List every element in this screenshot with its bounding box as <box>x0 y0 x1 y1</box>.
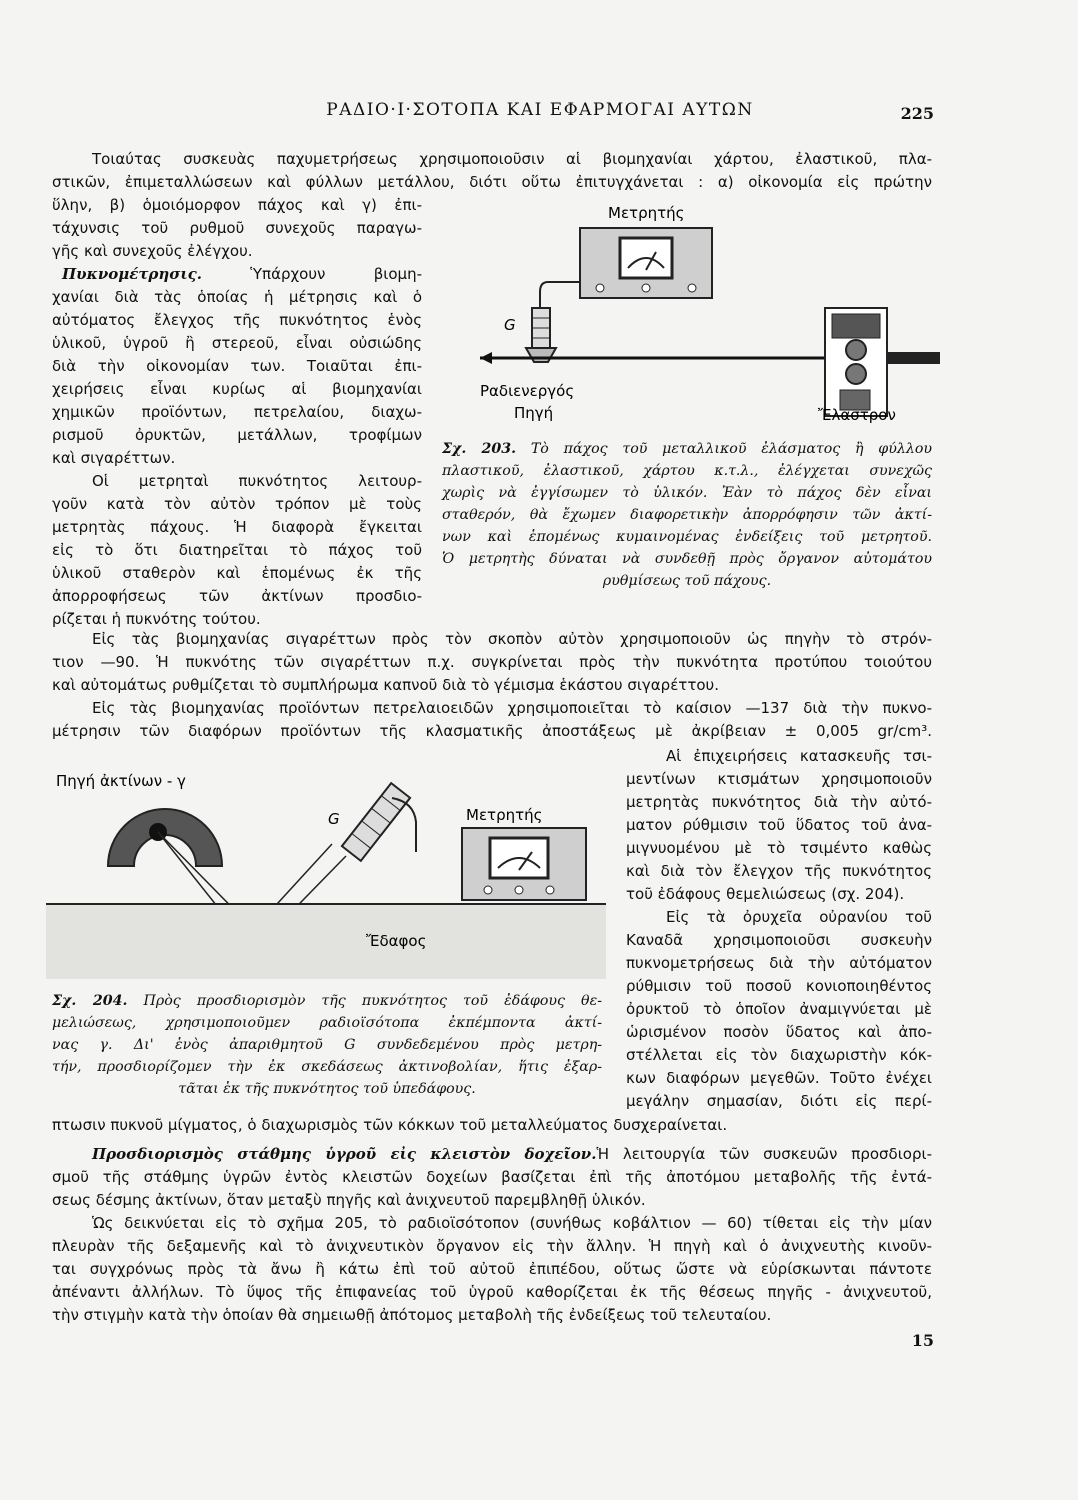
text-line: πτωσιν πυκνοῦ μίγματος, ὁ διαχωρισμὸς τῶν κόκκων τοῦ μεταλλεύματος δυσχεραίνεται. <box>52 1116 728 1134</box>
fig203-label-source-2: Πηγή <box>514 404 554 422</box>
level-first-line: Προσδιορισμὸς στάθμης ὑγροῦ εἰς κλειστὸν δοχεῖον.Ἡ λειτουργία τῶν συσκευῶν προσδιορι- <box>92 1145 932 1163</box>
caption-line: τήν, προσδιορίζομεν τὴν ἐκ σκεδάσεως ἀκτινοβολίαν, ἥτις ἐξαρ- <box>52 1059 602 1075</box>
text-line: σμοῦ τῆς στάθμης ὑγρῶν ἐντὸς κλειστῶν δοχείων βασίζεται ἐπὶ τῆς ἀποτόμου μεταβολῆς τῆς ἐντά- <box>52 1168 932 1186</box>
section-heading-level: Προσδιορισμὸς στάθμης ὑγροῦ εἰς κλειστὸν δοχεῖον. <box>92 1145 597 1163</box>
fig203-label-g: G <box>504 316 516 334</box>
paragraph-level <box>52 1114 932 1327</box>
text-line: ἀπορροφήσεως τῶν ἀκτίνων προσδιο- <box>52 587 422 605</box>
text-line: τοῦ ἐδάφους θεμελιώσεως (σχ. 204). <box>626 885 905 903</box>
soil-fill <box>46 905 606 979</box>
text-line: σεως δέσμης ἀκτίνων, ὅταν μεταξὺ πηγῆς καὶ ἀνιχνευτοῦ παρεμβληθῇ ὑλικόν. <box>52 1191 646 1209</box>
text-line: Οἱ μετρηταὶ πυκνότητος λειτουρ- <box>92 472 422 490</box>
text-line: μέτρησιν τῶν διαφόρων προϊόντων τῆς κλασματικῆς ἀποστάξεως μὲ ἀκρίβειαν ± 0,005 gr/cm³. <box>52 722 932 740</box>
text-line: διὰ τὴν οἰκονομίαν των. Τοιαῦται ἐπι- <box>52 357 422 375</box>
pyknometry-first-line: Πυκνομέτρησις. Ὑπάρχουν βιομη- <box>62 265 422 283</box>
text-line: πυκνομετρήσεως διὰ τὴν αὐτόματον <box>626 954 932 972</box>
text-line: πλευρὰν τῆς δεξαμενῆς καὶ τὸ ἀνιχνευτικὸν ὄργανον εἰς τὴν ἄλλην. Ἡ πηγὴ καὶ ὁ ἀνιχνευτὴς κινοῦν- <box>52 1237 932 1255</box>
figure-204 <box>46 762 606 987</box>
text-line: ὡρισμένον ποσὸν ὕδατος καὶ ἀπο- <box>626 1023 932 1041</box>
text-line: κων διαφόρων μεγεθῶν. Τοῦτο ἐνέχει <box>626 1069 932 1087</box>
caption-line: Ὁ μετρητὴς δύναται νὰ συνδεθῇ πρὸς ὄργανον αὐτομάτου <box>442 551 932 567</box>
paragraph-cigarettes <box>52 628 932 743</box>
text-line: ἀπέναντι ἀλλήλων. Τὸ ὕψος τῆς ἐπιφανείας τοῦ ὑγροῦ καθορίζεται ἐκ τῆς θέσεως πηγῆς - ἀνιχνευτοῦ, <box>52 1283 932 1301</box>
fig203-label-source-1: Ραδιενεργός <box>480 382 575 400</box>
text-line: καὶ αὐτομάτως ρυθμίζεται τὸ συμπλήρωμα καπνοῦ διὰ τὸ γέμισμα ἑκάστου σιγαρέττου. <box>52 676 719 694</box>
text-line: ρίζεται ἡ πυκνότης τούτου. <box>52 610 261 628</box>
fig203-label-meter: Μετρητής <box>608 204 685 222</box>
caption-line: χωρὶς νὰ ἐγγίσωμεν τὸ ὑλικόν. Ἐὰν τὸ πάχος δὲν εἶναι <box>442 485 932 501</box>
fig203-label-roller: Ἔλαστρον <box>818 406 896 424</box>
text-line: ὕλην, β) ὁμοιόμορφον πάχος καὶ γ) ἐπι- <box>52 196 422 214</box>
arrow-left-icon <box>480 352 492 364</box>
text-line: αὐτόματος ἔλεγχος τῆς πυκνότητος ἑνὸς <box>52 311 422 329</box>
text-line: ται συγχρόνως πρὸς τὰ ἄνω ἢ κάτω ἐπὶ τοῦ αὐτοῦ ἐπιπέδου, οὕτως ὥστε νὰ εὑρίσκωνται πάντοτε <box>52 1260 932 1278</box>
detector-cable <box>540 282 580 308</box>
text-line: καὶ σιγαρέττων. <box>52 449 176 467</box>
left-column <box>52 194 422 631</box>
text-line: Καναδᾶ χρησιμοποιοῦσι συσκευὴν <box>626 931 932 949</box>
caption-line: Σχ. 204. Πρὸς προσδιορισμὸν τῆς πυκνότητος τοῦ ἐδάφους θε- <box>52 993 603 1009</box>
text-line: καὶ διὰ τὸν ἔλεγχον τῆς πυκνότητος <box>626 862 932 880</box>
text-line: Αἱ ἐπιχειρήσεις κατασκευῆς τσι- <box>666 747 932 765</box>
text-line: χημικῶν προϊόντων, πετρελαίου, διαχω- <box>52 403 422 421</box>
caption-line: μελιώσεως, χρησιμοποιοῦμεν ραδιοϊσότοπα ἐκπέμποντα ἀκτί- <box>52 1015 602 1031</box>
text-line: ματον ρύθμισιν τοῦ ὕδατος τοῦ ἀνα- <box>626 816 932 834</box>
caption-line: νας γ. Δι' ἑνὸς ἀπαριθμητοῦ G συνδεδεμένου πρὸς μετρη- <box>52 1037 602 1053</box>
running-header: ΡΑΔΙΟ·Ι·ΣΟΤΟΠΑ ΚΑΙ ΕΦΑΡΜΟΓΑΙ ΑΥΤΩΝ <box>326 100 754 120</box>
figure-203 <box>440 190 940 440</box>
text-line: εἰς τὸ ὅτι διατηρεῖται τὸ πάχος τοῦ <box>52 541 422 559</box>
text-line: τὴν στιγμὴν κατὰ τὴν ὁποίαν θὰ σημειωθῇ ἀπότομος μεταβολὴ τῆς ἐνδείξεως τοῦ τελευταίου. <box>52 1306 772 1324</box>
text-line: τιον —90. Ἡ πυκνότης τῶν σιγαρέττων π.χ. συγκρίνεται πρὸς τὴν πυκνότητα προτύπου τοιούτου <box>52 653 932 671</box>
text-line: τάχυνσις τοῦ ρυθμοῦ συνεχοῦς παραγω- <box>52 219 422 237</box>
text-line: ὀρυκτοῦ τὸ ὁποῖον ἀναμιγνύεται μὲ <box>626 1000 932 1018</box>
text-line: Εἰς τὰ ὀρυχεῖα οὐρανίου τοῦ <box>666 908 932 926</box>
text-line: ρισμοῦ ὀρυκτῶν, μετάλλων, τροφίμων <box>52 426 422 444</box>
text-line: μετρητὰς πάχους. Ἡ διαφορὰ ἔγκειται <box>52 518 422 536</box>
caption-number: Σχ. 204. <box>52 993 128 1009</box>
text-line: χανίαι διὰ τὰς ὁποίας ἡ μέτρησις καὶ ὁ <box>52 288 422 306</box>
text-line: μεντίνων κτισμάτων χρησιμοποιοῦν <box>626 770 932 788</box>
text-line: μετρητὰς πυκνότητος διὰ τὴν αὐτό- <box>626 793 932 811</box>
page-number: 225 <box>900 104 934 123</box>
right-column <box>626 745 932 1113</box>
caption-line: σταθερόν, θὰ ἔχωμεν διαφορετικὴν ἀπορρόφησιν τῶν ἀκτί- <box>442 507 932 523</box>
text-line: Ὡς δεικνύεται εἰς τὸ σχῆμα 205, τὸ ραδιοϊσότοπον (συνήθως κοβάλτιον — 60) τίθεται εἰς τὴν μίαν <box>92 1214 932 1232</box>
text-line: ὑλικοῦ, ὑγροῦ ἢ στερεοῦ, εἶναι οὐσιώδης <box>52 334 422 352</box>
detector-tube-icon <box>342 783 410 861</box>
fig203-caption <box>442 438 932 592</box>
signature-mark: 15 <box>911 1331 934 1350</box>
text-line: ρύθμισιν τοῦ ποσοῦ κονιοποιηθέντος <box>626 977 932 995</box>
text-line: γῆς καὶ συνεχοῦς ἐλέγχου. <box>52 242 253 260</box>
caption-line: Σχ. 203. Τὸ πάχος τοῦ μεταλλικοῦ ἐλάσματος ἢ φύλλου <box>442 441 932 457</box>
text-line: μιγνυομένου μὲ τὸ τσιμέντο καθὼς <box>626 839 932 857</box>
text-line: στικῶν, ἐπιμεταλλώσεων καὶ φύλλων μετάλλου, διότι οὕτω ἐπιτυγχάνεται : α) οἰκονομία εἰς πρώτην <box>52 173 932 191</box>
text-line: γοῦν κατὰ τὸν αὐτὸν τρόπον μὲ τοὺς <box>52 495 422 513</box>
fig204-label-g: G <box>328 810 340 828</box>
radioactive-source-icon <box>526 348 556 362</box>
text-line: ὑλικοῦ σταθερὸν καὶ ἑπομένως ἐκ τῆς <box>52 564 422 582</box>
fig204-label-meter: Μετρητής <box>466 806 543 824</box>
caption-line: τᾶται ἐκ τῆς πυκνότητος τοῦ ὑπεδάφους. <box>178 1081 476 1097</box>
fig204-label-source: Πηγή ἀκτίνων - γ <box>56 772 186 790</box>
fig204-label-soil: Ἔδαφος <box>366 932 427 950</box>
text-line: στέλλεται εἰς τὸν διαχωριστὴν κόκ- <box>626 1046 932 1064</box>
text-line: μεγάλην σημασίαν, διότι εἰς περί- <box>626 1092 932 1110</box>
text-line: χειρήσεις εἶναι κυρίως αἱ βιομηχανίαι <box>52 380 422 398</box>
caption-line: ρυθμίσεως τοῦ πάχους. <box>602 573 772 589</box>
fig204-caption <box>52 990 602 1100</box>
text-line: Εἰς τὰς βιομηχανίας προϊόντων πετρελαιοειδῶν χρησιμοποιεῖται τὸ καίσιον —137 διὰ τὴν πυκνο- <box>92 699 932 717</box>
roller-icon <box>846 340 866 360</box>
text-line: Τοιαύτας συσκευὰς παχυμετρήσεως χρησιμοποιοῦσιν αἱ βιομηχανίαι χάρτου, ἐλαστικοῦ, πλα- <box>92 150 932 168</box>
caption-number: Σχ. 203. <box>442 441 517 457</box>
caption-line: πλαστικοῦ, ἐλαστικοῦ, χάρτου κ.τ.λ., ἐλέγχεται συνεχῶς <box>442 463 932 479</box>
caption-line: νων καὶ ἑπομένως κυμαινομένας ἐνδείξεις τοῦ μετρητοῦ. <box>442 529 932 545</box>
intro-paragraph <box>52 148 932 194</box>
text-line: Εἰς τὰς βιομηχανίας σιγαρέττων πρὸς τὸν σκοπὸν αὐτὸν χρησιμοποιοῦν ὡς πηγὴν τὸ στρόν- <box>92 630 932 648</box>
roller-icon <box>846 364 866 384</box>
section-heading-pyknometry: Πυκνομέτρησις. <box>62 265 202 283</box>
